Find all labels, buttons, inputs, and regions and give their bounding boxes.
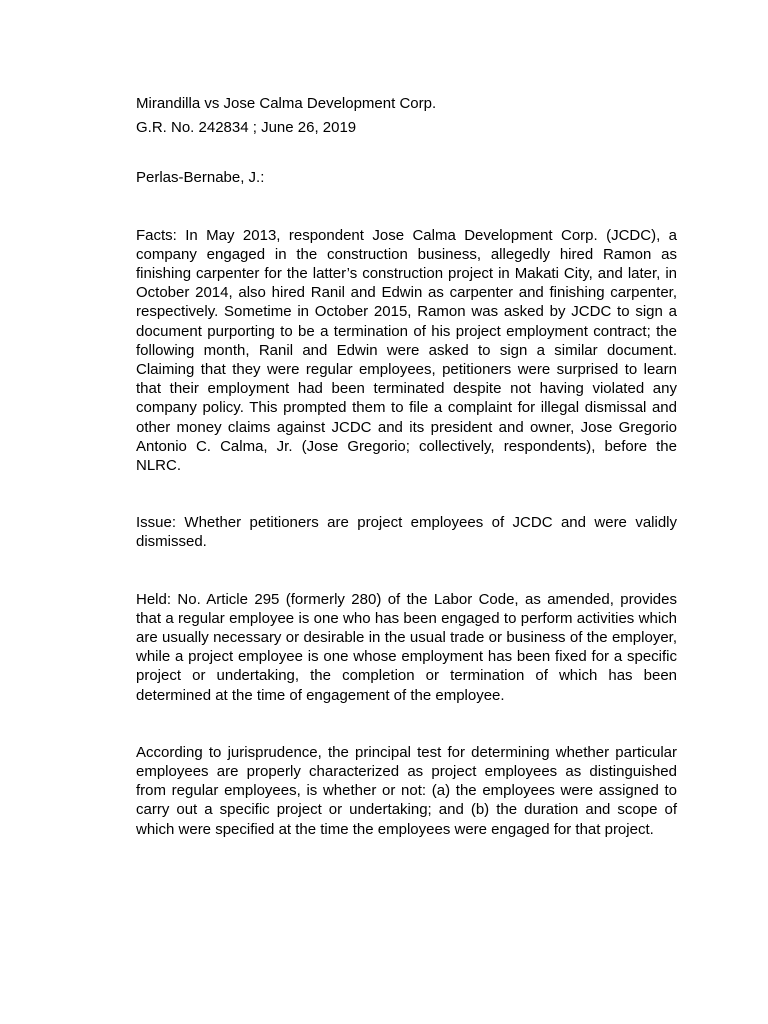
case-number-date: G.R. No. 242834 ; June 26, 2019 [136,119,357,137]
document-body [136,94,677,839]
jurisprudence-paragraph: According to jurisprudence, the principal test for determining whether particular employees are properly characterized as project employees as distinguished from regular employees, is whether or not: (a) the employees were assigned to carry out a specific project or undertaking; and (b) the duration and scope of which were specified at the time the employees were engaged for that project. [136,743,677,838]
ponente: Perlas-Bernabe, J.: [136,169,265,187]
facts-paragraph: Facts: In May 2013, respondent Jose Calma Development Corp. (JCDC), a company engaged in the construction business, allegedly hired Ramon as finishing carpenter for the latter’s construction project in Makati City, and later, in October 2014, also hired Ranil and Edwin as carpenter and finishing carpenter, respectively. Sometime in October 2015, Ramon was asked by JCDC to sign a document purporting to be a termination of his project employment contract; the following month, Ranil and Edwin were asked to sign a similar document. Claiming that they were regular employees, petitioners were surprised to learn that their employment had been terminated despite not having violated any company policy. This prompted them to file a complaint for illegal dismissal and other money claims against JCDC and its president and owner, Jose Gregorio Antonio C. Calma, Jr. (Jose Gregorio; collectively, respondents), before the NLRC. [136,226,677,475]
issue-paragraph: Issue: Whether petitioners are project employees of JCDC and were validly dismissed. [136,514,677,551]
case-title: Mirandilla vs Jose Calma Development Corp. [136,95,437,112]
held-paragraph: Held: No. Article 295 (formerly 280) of the Labor Code, as amended, provides that a regular employee is one who has been engaged to perform activities which are usually necessary or desirable in the usual trade or business of the employer, while a project employee is one whose employment has been fixed for a specific project or undertaking, the completion or termination of which has been determined at the time of engagement of the employee. [136,590,677,704]
